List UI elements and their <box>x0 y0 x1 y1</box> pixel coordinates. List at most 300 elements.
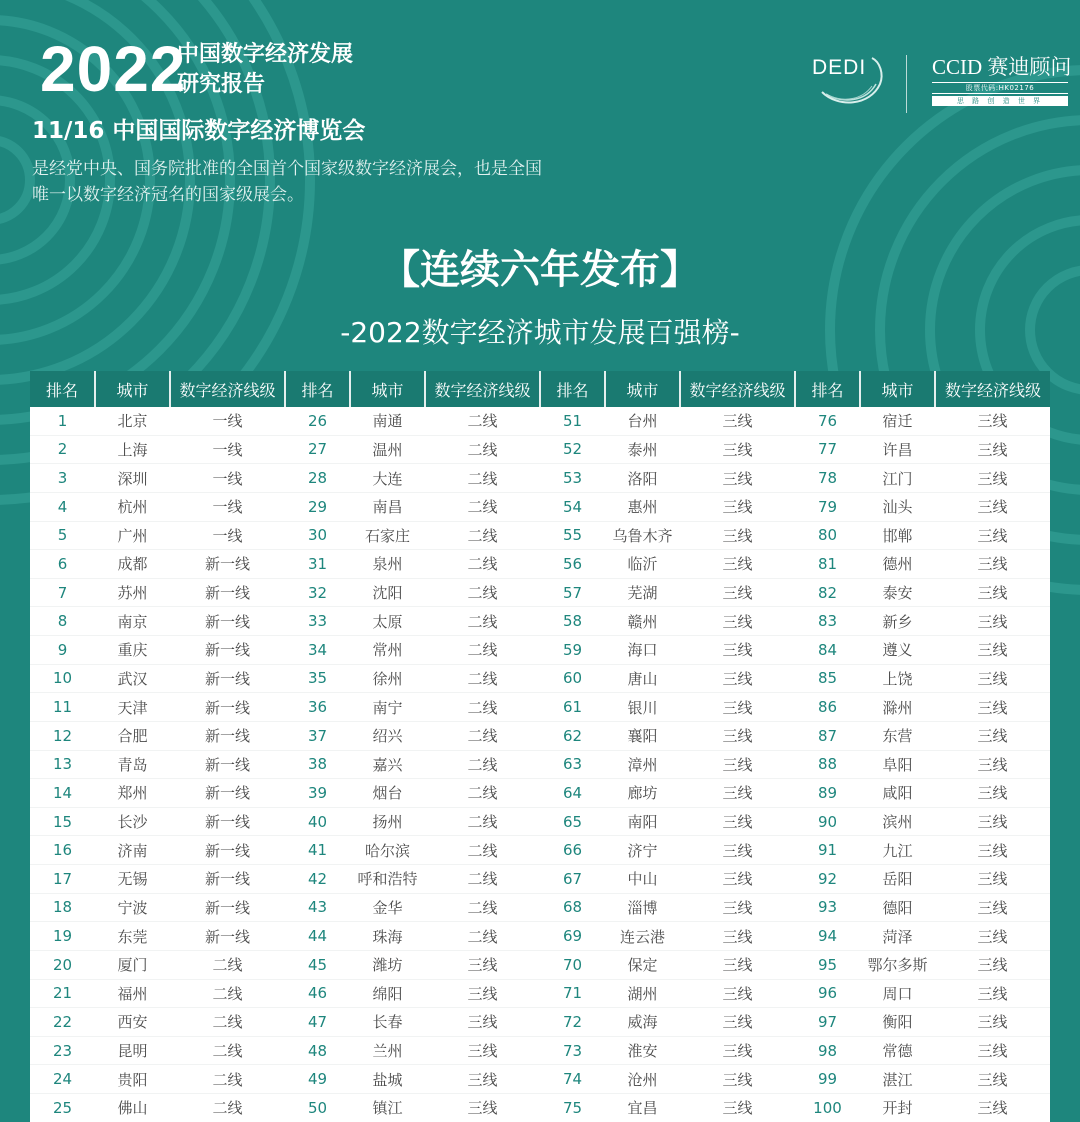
tier-cell: 二线 <box>425 807 540 836</box>
table-row <box>30 578 1050 607</box>
table-row <box>30 636 1050 665</box>
tier-cell: 三线 <box>680 407 795 435</box>
city-cell: 大连 <box>350 464 425 493</box>
city-cell: 湛江 <box>860 1065 935 1094</box>
tier-cell: 二线 <box>425 721 540 750</box>
rank-cell: 78 <box>795 464 860 493</box>
header-city: 城市 <box>350 371 425 407</box>
city-cell: 周口 <box>860 979 935 1008</box>
rank-cell: 47 <box>285 1008 350 1037</box>
rank-cell: 90 <box>795 807 860 836</box>
table-row <box>30 721 1050 750</box>
rank-cell: 4 <box>30 492 95 521</box>
rank-cell: 49 <box>285 1065 350 1094</box>
city-cell: 台州 <box>605 407 680 435</box>
ranking-table-body <box>30 407 1050 1122</box>
rank-cell: 41 <box>285 836 350 865</box>
rank-cell: 10 <box>30 664 95 693</box>
tier-cell: 三线 <box>680 550 795 579</box>
header-city: 城市 <box>860 371 935 407</box>
rank-cell: 52 <box>540 435 605 464</box>
rank-cell: 97 <box>795 1008 860 1037</box>
rank-cell: 40 <box>285 807 350 836</box>
sub-heading: -2022数字经济城市发展百强榜- <box>340 316 740 349</box>
rank-cell: 71 <box>540 979 605 1008</box>
table-row <box>30 1036 1050 1065</box>
city-cell: 泰安 <box>860 578 935 607</box>
tier-cell: 一线 <box>170 407 285 435</box>
city-cell: 赣州 <box>605 607 680 636</box>
tier-cell: 三线 <box>425 1008 540 1037</box>
rank-cell: 34 <box>285 636 350 665</box>
header-rank: 排名 <box>30 371 95 407</box>
table-row <box>30 836 1050 865</box>
tier-cell: 二线 <box>425 464 540 493</box>
city-cell: 福州 <box>95 979 170 1008</box>
city-cell: 开封 <box>860 1094 935 1122</box>
city-cell: 泰州 <box>605 435 680 464</box>
tier-cell: 三线 <box>935 664 1050 693</box>
city-cell: 宁波 <box>95 893 170 922</box>
city-cell: 济南 <box>95 836 170 865</box>
tier-cell: 三线 <box>935 550 1050 579</box>
tier-cell: 新一线 <box>170 836 285 865</box>
tier-cell: 新一线 <box>170 664 285 693</box>
tier-cell: 二线 <box>170 979 285 1008</box>
tier-cell: 二线 <box>425 779 540 808</box>
city-cell: 南阳 <box>605 807 680 836</box>
tier-cell: 二线 <box>425 550 540 579</box>
tier-cell: 三线 <box>935 865 1050 894</box>
city-cell: 沧州 <box>605 1065 680 1094</box>
city-cell: 滨州 <box>860 807 935 836</box>
rank-cell: 66 <box>540 836 605 865</box>
rank-cell: 93 <box>795 893 860 922</box>
table-header-row <box>30 371 1050 407</box>
city-cell: 江门 <box>860 464 935 493</box>
tier-cell: 三线 <box>935 721 1050 750</box>
city-cell: 银川 <box>605 693 680 722</box>
tier-cell: 三线 <box>680 521 795 550</box>
rank-cell: 3 <box>30 464 95 493</box>
table-row <box>30 693 1050 722</box>
city-cell: 沈阳 <box>350 578 425 607</box>
rank-cell: 44 <box>285 922 350 951</box>
tier-cell: 三线 <box>680 1008 795 1037</box>
city-cell: 西安 <box>95 1008 170 1037</box>
city-cell: 长春 <box>350 1008 425 1037</box>
rank-cell: 83 <box>795 607 860 636</box>
city-cell: 绍兴 <box>350 721 425 750</box>
rank-cell: 86 <box>795 693 860 722</box>
tier-cell: 三线 <box>680 492 795 521</box>
header-rank: 排名 <box>795 371 860 407</box>
tier-cell: 二线 <box>425 521 540 550</box>
table-row <box>30 807 1050 836</box>
tier-cell: 三线 <box>680 1065 795 1094</box>
city-cell: 合肥 <box>95 721 170 750</box>
header-rank: 排名 <box>540 371 605 407</box>
rank-cell: 81 <box>795 550 860 579</box>
rank-cell: 62 <box>540 721 605 750</box>
rank-cell: 53 <box>540 464 605 493</box>
city-cell: 漳州 <box>605 750 680 779</box>
dedi-logo <box>808 50 900 110</box>
city-cell: 烟台 <box>350 779 425 808</box>
dedi-logo-text: DEDI <box>812 56 867 79</box>
tier-cell: 三线 <box>680 922 795 951</box>
city-cell: 宜昌 <box>605 1094 680 1122</box>
rank-cell: 61 <box>540 693 605 722</box>
rank-cell: 1 <box>30 407 95 435</box>
tier-cell: 三线 <box>680 979 795 1008</box>
rank-cell: 16 <box>30 836 95 865</box>
rank-cell: 72 <box>540 1008 605 1037</box>
tier-cell: 新一线 <box>170 550 285 579</box>
rank-cell: 29 <box>285 492 350 521</box>
city-cell: 遵义 <box>860 636 935 665</box>
city-cell: 重庆 <box>95 636 170 665</box>
city-cell: 兰州 <box>350 1036 425 1065</box>
table-row <box>30 1065 1050 1094</box>
city-cell: 无锡 <box>95 865 170 894</box>
tier-cell: 三线 <box>935 407 1050 435</box>
tier-cell: 二线 <box>425 607 540 636</box>
city-cell: 温州 <box>350 435 425 464</box>
header-tier: 数字经济线级 <box>935 371 1050 407</box>
rank-cell: 12 <box>30 721 95 750</box>
header-tier: 数字经济线级 <box>425 371 540 407</box>
city-cell: 襄阳 <box>605 721 680 750</box>
table-row <box>30 1008 1050 1037</box>
tier-cell: 二线 <box>425 893 540 922</box>
tier-cell: 三线 <box>680 693 795 722</box>
tier-cell: 新一线 <box>170 893 285 922</box>
tier-cell: 三线 <box>935 779 1050 808</box>
table-row <box>30 865 1050 894</box>
city-cell: 贵阳 <box>95 1065 170 1094</box>
city-cell: 济宁 <box>605 836 680 865</box>
rank-cell: 87 <box>795 721 860 750</box>
tier-cell: 三线 <box>935 607 1050 636</box>
rank-cell: 80 <box>795 521 860 550</box>
rank-cell: 7 <box>30 578 95 607</box>
tier-cell: 新一线 <box>170 693 285 722</box>
tier-cell: 三线 <box>935 435 1050 464</box>
city-cell: 芜湖 <box>605 578 680 607</box>
rank-cell: 35 <box>285 664 350 693</box>
city-cell: 南宁 <box>350 693 425 722</box>
city-cell: 扬州 <box>350 807 425 836</box>
city-cell: 武汉 <box>95 664 170 693</box>
rank-cell: 22 <box>30 1008 95 1037</box>
city-cell: 深圳 <box>95 464 170 493</box>
header-rank: 排名 <box>285 371 350 407</box>
rank-cell: 48 <box>285 1036 350 1065</box>
city-cell: 青岛 <box>95 750 170 779</box>
city-cell: 常德 <box>860 1036 935 1065</box>
rank-cell: 31 <box>285 550 350 579</box>
tier-cell: 三线 <box>425 1036 540 1065</box>
rank-cell: 99 <box>795 1065 860 1094</box>
tier-cell: 二线 <box>425 750 540 779</box>
tier-cell: 三线 <box>935 807 1050 836</box>
city-cell: 潍坊 <box>350 950 425 979</box>
event-description: 是经党中央、国务院批准的全国首个国家级数字经济展会，也是全国唯一以数字经济冠名的国家级展会。 <box>32 159 542 205</box>
tier-cell: 三线 <box>680 865 795 894</box>
tier-cell: 三线 <box>935 1008 1050 1037</box>
event-title: 11/16 中国国际数字经济博览会 <box>32 118 366 144</box>
report-title <box>177 40 353 100</box>
rank-cell: 92 <box>795 865 860 894</box>
rank-cell: 15 <box>30 807 95 836</box>
rank-cell: 37 <box>285 721 350 750</box>
report-title-line2: 研究报告 <box>177 72 266 97</box>
rank-cell: 65 <box>540 807 605 836</box>
rank-cell: 2 <box>30 435 95 464</box>
city-cell: 许昌 <box>860 435 935 464</box>
city-cell: 鄂尔多斯 <box>860 950 935 979</box>
table-row <box>30 492 1050 521</box>
city-cell: 中山 <box>605 865 680 894</box>
tier-cell: 三线 <box>680 721 795 750</box>
rank-cell: 57 <box>540 578 605 607</box>
tier-cell: 新一线 <box>170 578 285 607</box>
rank-cell: 24 <box>30 1065 95 1094</box>
rank-cell: 84 <box>795 636 860 665</box>
city-cell: 廊坊 <box>605 779 680 808</box>
tier-cell: 新一线 <box>170 636 285 665</box>
city-cell: 呼和浩特 <box>350 865 425 894</box>
rank-cell: 98 <box>795 1036 860 1065</box>
city-cell: 长沙 <box>95 807 170 836</box>
tier-cell: 三线 <box>680 807 795 836</box>
city-cell: 衡阳 <box>860 1008 935 1037</box>
rank-cell: 43 <box>285 893 350 922</box>
rank-cell: 39 <box>285 779 350 808</box>
rank-cell: 55 <box>540 521 605 550</box>
tier-cell: 三线 <box>935 893 1050 922</box>
tier-cell: 三线 <box>935 521 1050 550</box>
rank-cell: 25 <box>30 1094 95 1122</box>
table-row <box>30 922 1050 951</box>
city-cell: 德州 <box>860 550 935 579</box>
tier-cell: 二线 <box>425 435 540 464</box>
city-cell: 上饶 <box>860 664 935 693</box>
tier-cell: 二线 <box>425 865 540 894</box>
rank-cell: 36 <box>285 693 350 722</box>
city-cell: 东营 <box>860 721 935 750</box>
rank-cell: 19 <box>30 922 95 951</box>
rank-cell: 88 <box>795 750 860 779</box>
tier-cell: 三线 <box>680 464 795 493</box>
rank-cell: 94 <box>795 922 860 951</box>
city-cell: 广州 <box>95 521 170 550</box>
city-cell: 南昌 <box>350 492 425 521</box>
city-cell: 嘉兴 <box>350 750 425 779</box>
rank-cell: 14 <box>30 779 95 808</box>
city-cell: 南通 <box>350 407 425 435</box>
table-row <box>30 664 1050 693</box>
rank-cell: 82 <box>795 578 860 607</box>
city-cell: 岳阳 <box>860 865 935 894</box>
dedi-swirl-icon <box>808 50 900 110</box>
rank-cell: 73 <box>540 1036 605 1065</box>
tier-cell: 二线 <box>170 950 285 979</box>
rank-cell: 89 <box>795 779 860 808</box>
city-cell: 海口 <box>605 636 680 665</box>
tier-cell: 三线 <box>935 950 1050 979</box>
city-cell: 珠海 <box>350 922 425 951</box>
table-row <box>30 950 1050 979</box>
city-cell: 东莞 <box>95 922 170 951</box>
table-row <box>30 1094 1050 1122</box>
rank-cell: 95 <box>795 950 860 979</box>
tier-cell: 一线 <box>170 521 285 550</box>
rank-cell: 30 <box>285 521 350 550</box>
city-cell: 郑州 <box>95 779 170 808</box>
tier-cell: 三线 <box>680 607 795 636</box>
city-cell: 宿迁 <box>860 407 935 435</box>
city-cell: 阜阳 <box>860 750 935 779</box>
tier-cell: 三线 <box>935 836 1050 865</box>
city-cell: 北京 <box>95 407 170 435</box>
city-cell: 南京 <box>95 607 170 636</box>
city-cell: 石家庄 <box>350 521 425 550</box>
table-row <box>30 750 1050 779</box>
rank-cell: 6 <box>30 550 95 579</box>
tier-cell: 一线 <box>170 464 285 493</box>
tier-cell: 三线 <box>680 1036 795 1065</box>
tier-cell: 三线 <box>935 464 1050 493</box>
rank-cell: 11 <box>30 693 95 722</box>
tier-cell: 二线 <box>170 1065 285 1094</box>
tier-cell: 三线 <box>425 1065 540 1094</box>
rank-cell: 18 <box>30 893 95 922</box>
header-tier: 数字经济线级 <box>170 371 285 407</box>
rank-cell: 51 <box>540 407 605 435</box>
rank-cell: 9 <box>30 636 95 665</box>
rank-cell: 23 <box>30 1036 95 1065</box>
tier-cell: 二线 <box>425 492 540 521</box>
tier-cell: 新一线 <box>170 807 285 836</box>
rank-cell: 77 <box>795 435 860 464</box>
ccid-motto: 思 路 创 造 世 界 <box>932 96 1068 106</box>
city-cell: 淄博 <box>605 893 680 922</box>
rank-cell: 26 <box>285 407 350 435</box>
city-cell: 湖州 <box>605 979 680 1008</box>
rank-cell: 69 <box>540 922 605 951</box>
city-cell: 杭州 <box>95 492 170 521</box>
tier-cell: 新一线 <box>170 607 285 636</box>
table-row <box>30 464 1050 493</box>
city-cell: 邯郸 <box>860 521 935 550</box>
tier-cell: 三线 <box>425 979 540 1008</box>
rank-cell: 100 <box>795 1094 860 1122</box>
header-tier: 数字经济线级 <box>680 371 795 407</box>
tier-cell: 二线 <box>170 1036 285 1065</box>
city-cell: 汕头 <box>860 492 935 521</box>
city-cell: 淮安 <box>605 1036 680 1065</box>
city-cell: 太原 <box>350 607 425 636</box>
header-city: 城市 <box>95 371 170 407</box>
rank-cell: 5 <box>30 521 95 550</box>
city-cell: 天津 <box>95 693 170 722</box>
city-cell: 上海 <box>95 435 170 464</box>
tier-cell: 三线 <box>680 779 795 808</box>
city-cell: 成都 <box>95 550 170 579</box>
rank-cell: 56 <box>540 550 605 579</box>
rank-cell: 74 <box>540 1065 605 1094</box>
city-cell: 苏州 <box>95 578 170 607</box>
rank-cell: 17 <box>30 865 95 894</box>
city-cell: 咸阳 <box>860 779 935 808</box>
city-cell: 九江 <box>860 836 935 865</box>
tier-cell: 三线 <box>680 1094 795 1122</box>
tier-cell: 二线 <box>425 693 540 722</box>
tier-cell: 新一线 <box>170 865 285 894</box>
city-cell: 常州 <box>350 636 425 665</box>
header-city: 城市 <box>605 371 680 407</box>
city-cell: 盐城 <box>350 1065 425 1094</box>
rank-cell: 46 <box>285 979 350 1008</box>
tier-cell: 新一线 <box>170 779 285 808</box>
city-cell: 泉州 <box>350 550 425 579</box>
city-cell: 绵阳 <box>350 979 425 1008</box>
city-cell: 保定 <box>605 950 680 979</box>
rank-cell: 13 <box>30 750 95 779</box>
rank-cell: 32 <box>285 578 350 607</box>
city-cell: 菏泽 <box>860 922 935 951</box>
report-title-line1: 中国数字经济发展 <box>177 42 354 67</box>
tier-cell: 三线 <box>935 578 1050 607</box>
city-cell: 镇江 <box>350 1094 425 1122</box>
rank-cell: 75 <box>540 1094 605 1122</box>
tier-cell: 三线 <box>680 435 795 464</box>
tier-cell: 一线 <box>170 435 285 464</box>
city-cell: 威海 <box>605 1008 680 1037</box>
tier-cell: 二线 <box>425 407 540 435</box>
tier-cell: 二线 <box>425 578 540 607</box>
tier-cell: 二线 <box>425 664 540 693</box>
tier-cell: 新一线 <box>170 922 285 951</box>
table-row <box>30 779 1050 808</box>
rank-cell: 27 <box>285 435 350 464</box>
rank-cell: 28 <box>285 464 350 493</box>
tier-cell: 三线 <box>935 750 1050 779</box>
tier-cell: 三线 <box>935 1036 1050 1065</box>
tier-cell: 三线 <box>425 950 540 979</box>
table-row <box>30 893 1050 922</box>
ranking-table <box>30 371 1050 1122</box>
table-row <box>30 550 1050 579</box>
tier-cell: 新一线 <box>170 750 285 779</box>
city-cell: 徐州 <box>350 664 425 693</box>
tier-cell: 二线 <box>170 1094 285 1122</box>
tier-cell: 三线 <box>680 836 795 865</box>
rank-cell: 79 <box>795 492 860 521</box>
rank-cell: 60 <box>540 664 605 693</box>
tier-cell: 三线 <box>935 636 1050 665</box>
city-cell: 昆明 <box>95 1036 170 1065</box>
tier-cell: 一线 <box>170 492 285 521</box>
tier-cell: 三线 <box>680 750 795 779</box>
rank-cell: 8 <box>30 607 95 636</box>
rank-cell: 59 <box>540 636 605 665</box>
main-heading: 【连续六年发布】 <box>380 247 700 293</box>
rank-cell: 58 <box>540 607 605 636</box>
rank-cell: 85 <box>795 664 860 693</box>
